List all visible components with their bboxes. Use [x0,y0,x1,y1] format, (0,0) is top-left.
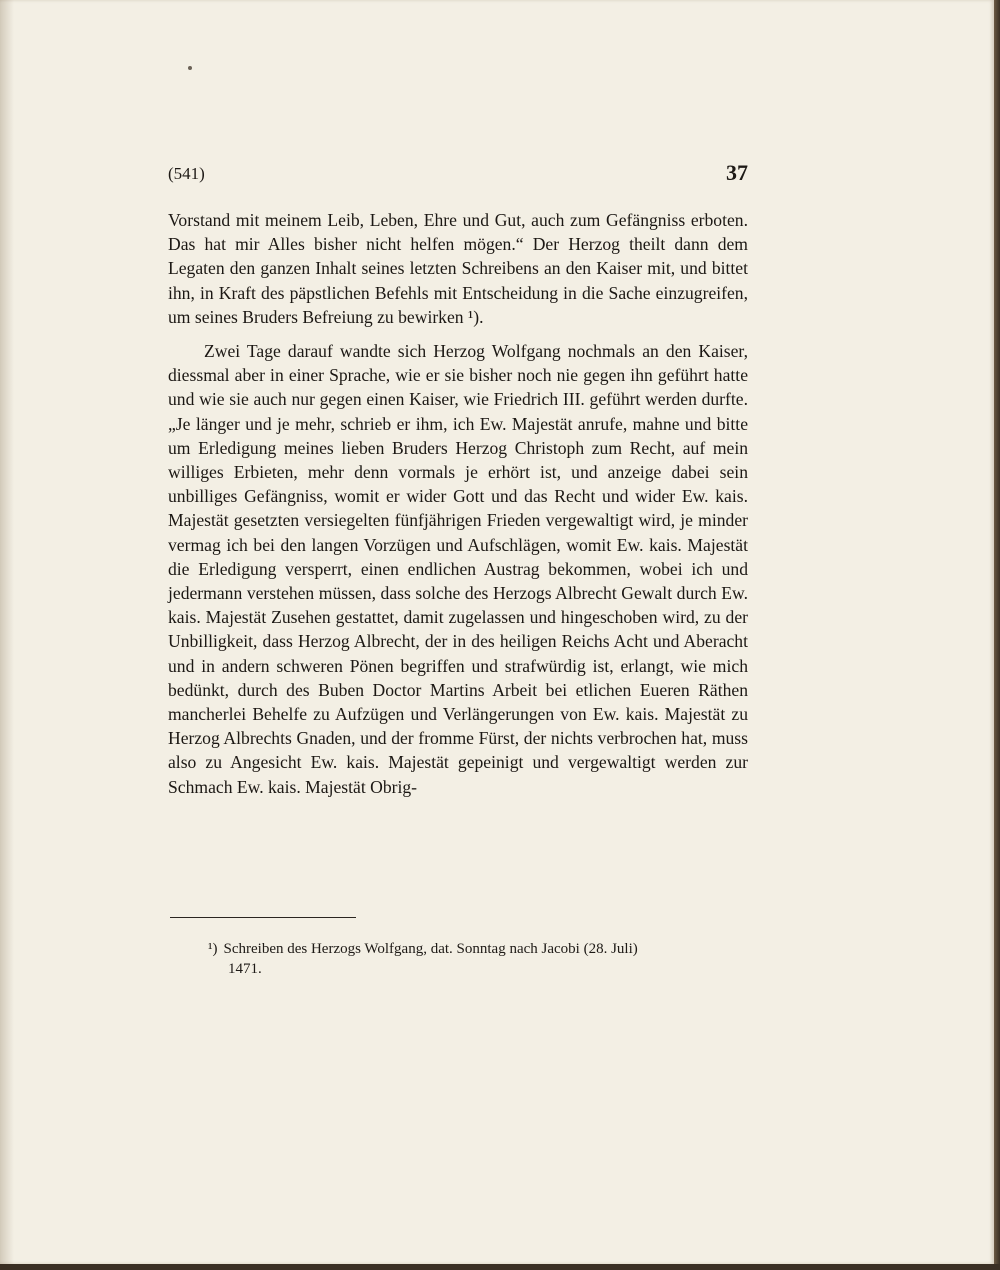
paragraph-2: Zwei Tage darauf wandte sich Herzog Wolfgang nochmals an den Kaiser, diessmal aber in einer Sprache, wie er sie bisher noch nie gegen ihn geführt hatte und wie sie auch nur gegen einen Kaiser, wie Friedrich III. geführt werden durfte. „Je länger und je mehr, schrieb er ihm, ich Ew. Majestät anrufe, mahne und bitte um Erledigung meines lieben Bruders Herzog Christoph zum Recht, auf mein williges Erbieten, mehr denn vormals je erhört ist, und anzeige dabei sein unbilliges Gefängniss, womit er wider Gott und das Recht und wider Ew. kais. Majestät gesetzten versiegelten fünfjährigen Frieden vergewaltigt wird, je minder vermag ich bei den langen Vorzügen und Aufschlägen, womit Ew. kais. Majestät die Erledigung versperrt, einen endlichen Austrag bekommen, wobei ich und jedermann verstehen müssen, dass solche des Herzogs Albrecht Gewalt durch Ew. kais. Majestät Zusehen gestattet, damit zugelassen und hingeschoben wird, zu der Unbilligkeit, dass Herzog Albrecht, der in des heiligen Reichs Acht und Aberacht und in andern schweren Pönen begriffen und strafwürdig ist, erlangt, wie mich bedünkt, durch des Buben Doctor Martins Arbeit bei etlichen Eueren Räthen mancherlei Behelfe zu Aufzügen und Verlängerungen von Ew. kais. Majestät zu Herzog Albrechts Gnaden, und der fromme Fürst, der nichts verbrochen hat, muss also zu Angesicht Ew. kais. Majestät gepeinigt und vergewaltigt werden zur Schmach Ew. kais. Majestät Obrig- [168,341,748,797]
footnote-reference: ¹). [468,306,484,327]
page-edge-right [994,0,1000,1270]
footnote [208,940,750,979]
footnote-divider [170,917,356,918]
page-number: 37 [726,160,748,185]
binding-shadow [0,0,14,1264]
footnote-line-2: 1471. [228,960,262,977]
page-header [168,160,748,190]
main-text [168,208,748,799]
page-edge-bottom [0,1264,1000,1270]
footnote-marker: ¹) [208,941,218,957]
section-number: (541) [168,164,205,183]
paragraph-1 [168,208,748,329]
footnote-line-1: Schreiben des Herzogs Wolfgang, dat. Sonntag nach Jacobi (28. Juli) [223,941,638,957]
paragraph-1-text: Vorstand mit meinem Leib, Leben, Ehre und Gut, auch zum Gefängniss erboten. Das hat mir Alles bisher nicht helfen mögen.“ Der Herzog theilt dann dem Legaten den ganzen Inhalt seines letzten Schreibens an den Kaiser mit, und bittet ihn, in Kraft des päpstlichen Befehls mit Entscheidung in die Sache einzugreifen, um seines Bruders Befreiung zu bewirken [168,210,748,327]
paper-speck [188,66,192,70]
